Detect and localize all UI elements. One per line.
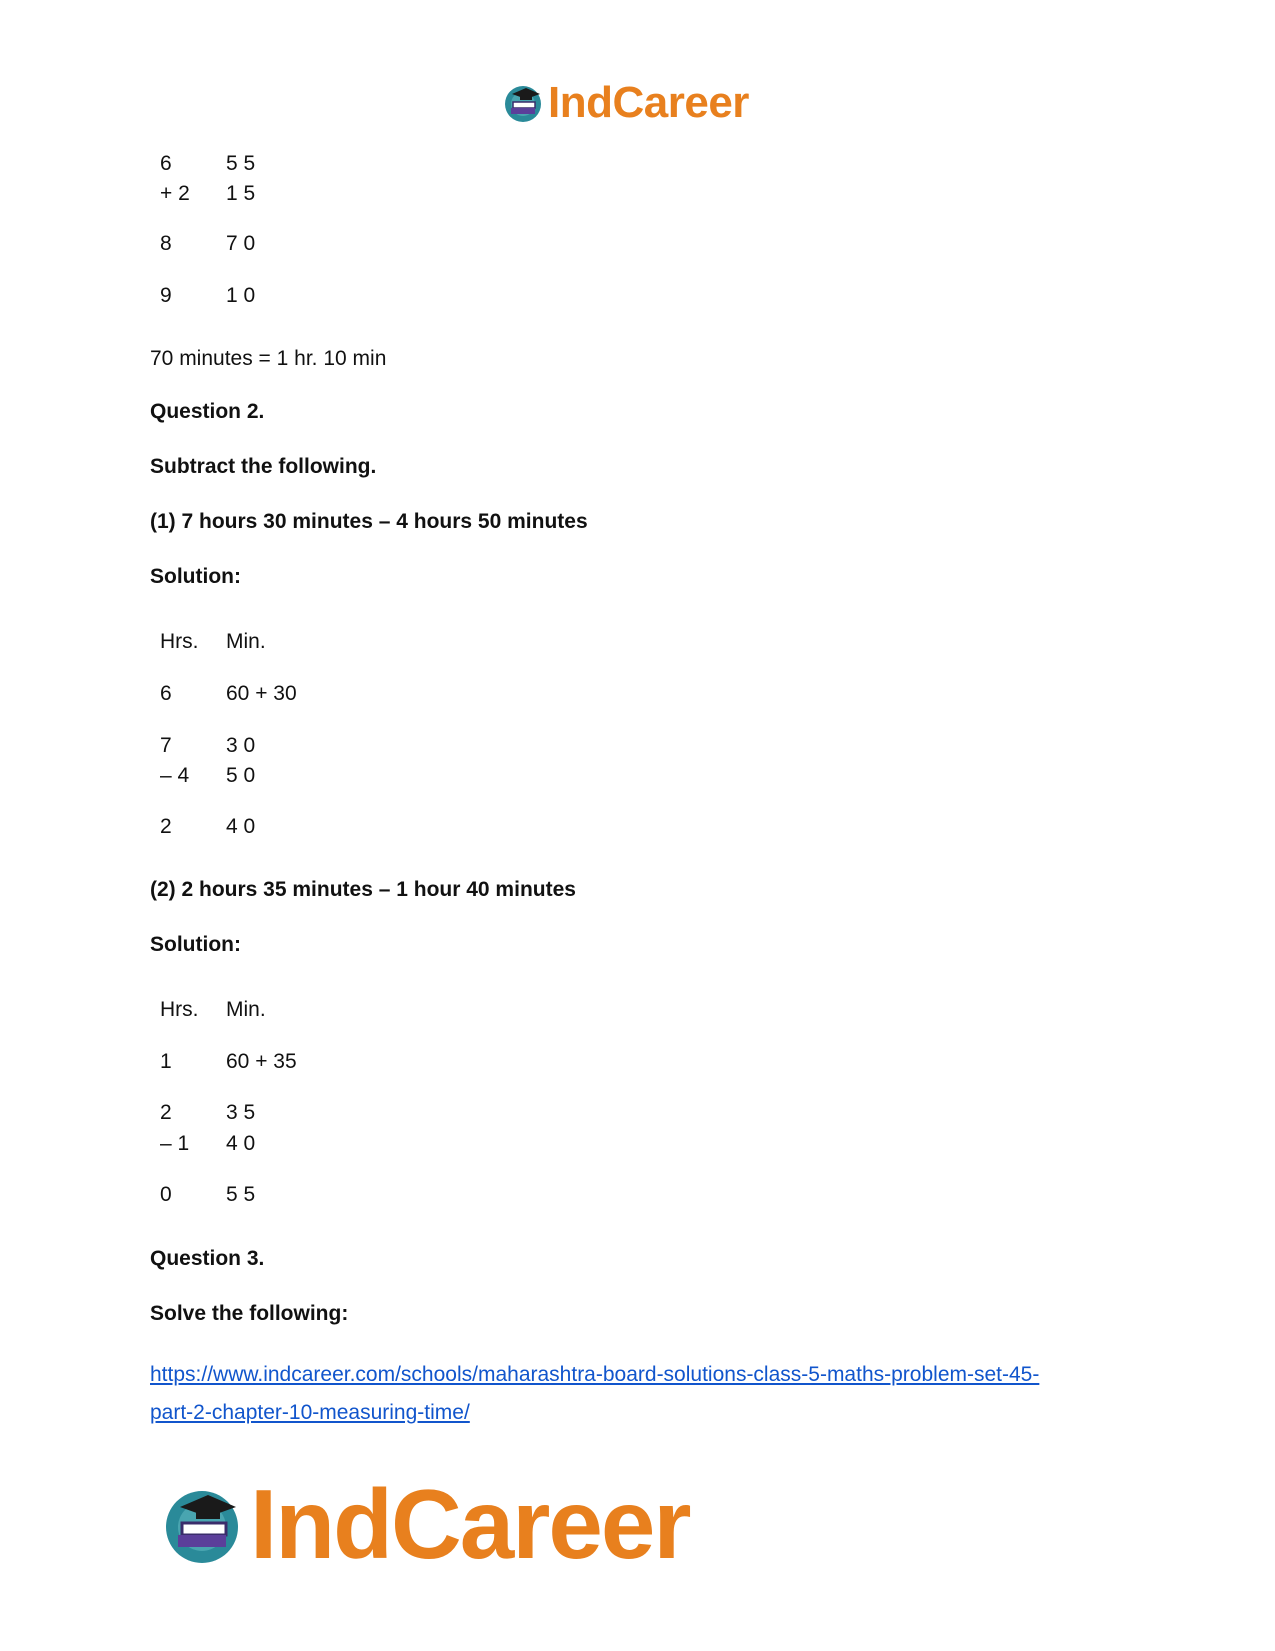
q2-part1-hrs-4: 2 bbox=[160, 815, 172, 838]
block1-hrs-3: 8 bbox=[160, 232, 172, 255]
q2-heading: Question 2. bbox=[150, 400, 265, 423]
q2-part2-header-min: Min. bbox=[226, 998, 266, 1021]
block1-result: 70 minutes = 1 hr. 10 min bbox=[150, 347, 387, 370]
footer-link-line-1[interactable]: https://www.indcareer.com/schools/maharashtra-board-solutions-class-5-maths-problem-set-45- bbox=[150, 1363, 1040, 1386]
footer-link-line-2[interactable]: part-2-chapter-10-measuring-time/ bbox=[150, 1401, 470, 1424]
q2-part1-problem: (1) 7 hours 30 minutes – 4 hours 50 minutes bbox=[150, 510, 588, 533]
q2-part2-min-2: 3 5 bbox=[226, 1101, 256, 1124]
header-logo bbox=[502, 78, 749, 128]
block1-min-1: 5 5 bbox=[226, 152, 256, 175]
q2-part2-min-4: 5 5 bbox=[226, 1183, 256, 1206]
block1-hrs-4: 9 bbox=[160, 284, 172, 307]
q2-part1-solution-label: Solution: bbox=[150, 565, 241, 588]
q2-part1-min-3: 5 0 bbox=[226, 764, 256, 787]
q2-part2-min-3: 4 0 bbox=[226, 1132, 256, 1155]
q3-instruction: Solve the following: bbox=[150, 1302, 349, 1325]
block1-min-2: 1 5 bbox=[226, 182, 256, 205]
globe-book-icon bbox=[502, 82, 544, 124]
q2-part1-min-1: 60 + 30 bbox=[226, 682, 297, 705]
q2-part1-hrs-3: – 4 bbox=[160, 764, 190, 787]
footer-link-block bbox=[150, 1357, 1039, 1433]
q2-part1-hrs-1: 6 bbox=[160, 682, 172, 705]
q2-instruction: Subtract the following. bbox=[150, 455, 377, 478]
q2-part2-hrs-2: 2 bbox=[160, 1101, 172, 1124]
block1-min-3: 7 0 bbox=[226, 232, 256, 255]
q2-part2-min-1: 60 + 35 bbox=[226, 1050, 297, 1073]
q2-part2-hrs-3: – 1 bbox=[160, 1132, 190, 1155]
q2-part2-solution-label: Solution: bbox=[150, 933, 241, 956]
q2-part1-header-hrs: Hrs. bbox=[160, 630, 199, 653]
q2-part2-hrs-4: 0 bbox=[160, 1183, 172, 1206]
footer-logo bbox=[160, 1468, 690, 1581]
q2-part2-hrs-1: 1 bbox=[160, 1050, 172, 1073]
block1-hrs-1: 6 bbox=[160, 152, 172, 175]
block1-hrs-2: + 2 bbox=[160, 182, 190, 205]
q2-part1-min-4: 4 0 bbox=[226, 815, 256, 838]
q2-part2-header-hrs: Hrs. bbox=[160, 998, 199, 1021]
block1-min-4: 1 0 bbox=[226, 284, 256, 307]
q2-part1-hrs-2: 7 bbox=[160, 734, 172, 757]
logo-text: IndCareer bbox=[548, 78, 749, 127]
q2-part2-problem: (2) 2 hours 35 minutes – 1 hour 40 minutes bbox=[150, 878, 576, 901]
globe-book-icon bbox=[160, 1483, 244, 1567]
logo-text: IndCareer bbox=[250, 1469, 690, 1579]
q2-part1-header-min: Min. bbox=[226, 630, 266, 653]
q3-heading: Question 3. bbox=[150, 1247, 265, 1270]
q2-part1-min-2: 3 0 bbox=[226, 734, 256, 757]
